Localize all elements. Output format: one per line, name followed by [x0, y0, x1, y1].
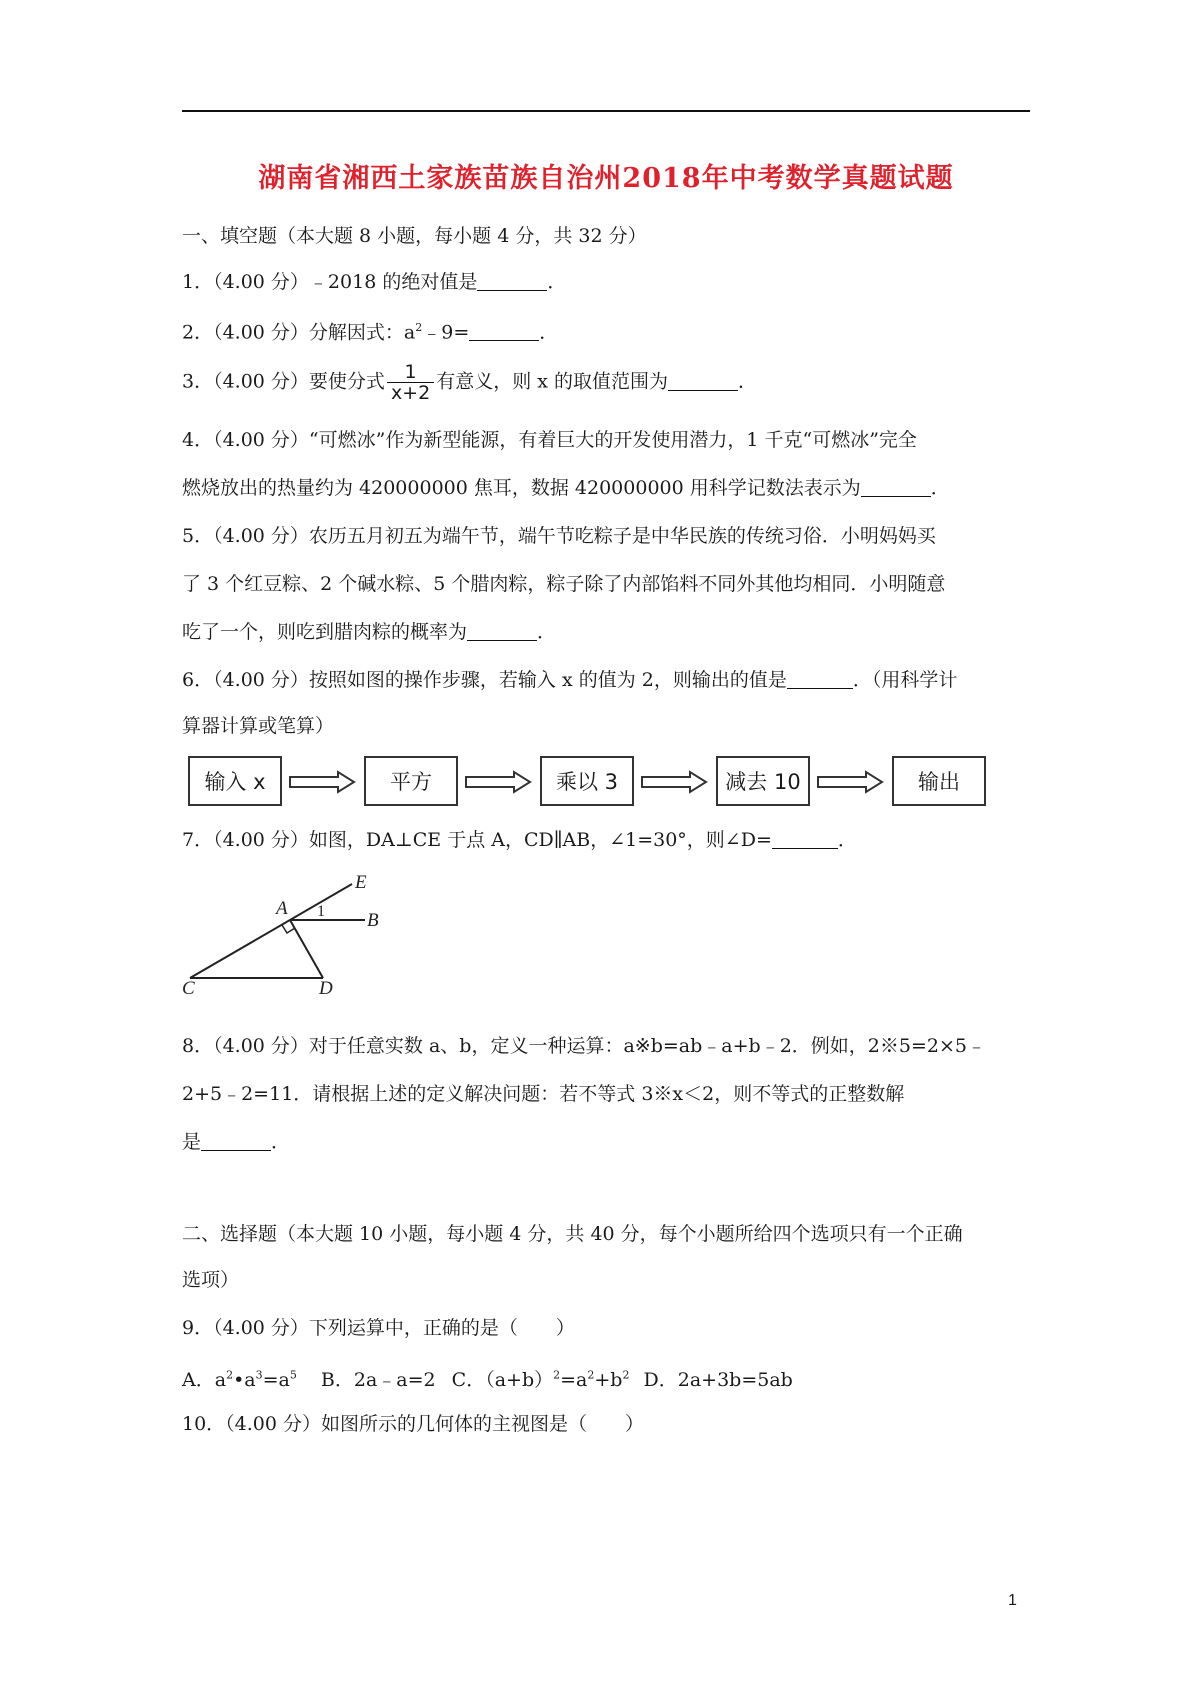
option-a-part: •a	[233, 1369, 256, 1392]
option-c-sup: 2	[587, 1369, 595, 1382]
top-rule	[182, 110, 1030, 112]
option-a-part: A．a	[182, 1369, 227, 1392]
question-4-line2	[182, 474, 950, 502]
answer-blank	[477, 270, 547, 291]
option-c-sup: 2	[553, 1369, 561, 1382]
flow-box-multiply: 乘以 3	[540, 756, 634, 806]
right-arrow-icon	[464, 770, 534, 794]
option-c-sup: 2	[622, 1369, 630, 1382]
q2-text: 2．（4.00 分）分解因式：a	[182, 321, 416, 344]
question-1	[182, 268, 566, 296]
question-5-line3	[182, 618, 556, 646]
q6-text-end: ．（用科学计	[852, 669, 958, 691]
option-a-part: =a	[262, 1369, 290, 1392]
answer-blank	[467, 620, 537, 641]
page-title: 湖南省湘西土家族苗族自治州2018年中考数学真题试题	[258, 163, 954, 194]
question-6-line1	[182, 666, 957, 694]
q4-end: ．	[930, 477, 950, 499]
question-5-line1: 5．（4.00 分）农历五月初五为端午节，端午节吃粽子是中华民族的传统习俗．小明妈妈买	[182, 525, 936, 547]
option-d: D．2a+3b=5ab	[643, 1369, 793, 1392]
q2-rest: ﹣9=	[422, 321, 470, 344]
section1-heading: 一、填空题（本大题 8 小题，每小题 4 分，共 32 分）	[182, 225, 647, 247]
label-angle-1: 1	[317, 903, 325, 920]
fraction	[387, 362, 434, 403]
label-a: A	[276, 898, 288, 919]
flow-box-output: 输出	[892, 756, 986, 806]
flow-box-subtract: 减去 10	[716, 756, 810, 806]
right-arrow-icon	[816, 770, 886, 794]
question-6-line2: 算器计算或笔算）	[182, 715, 335, 737]
q3-post: 有意义，则 x 的取值范围为	[436, 370, 668, 393]
answer-blank	[201, 1130, 271, 1151]
flow-box-square: 平方	[364, 756, 458, 806]
q7-end: ．	[837, 829, 857, 851]
option-a	[182, 1369, 297, 1391]
option-b: B．2a﹣a=2	[320, 1369, 436, 1392]
q5-text: 吃了一个，则吃到腊肉粽的概率为	[182, 621, 468, 643]
question-10: 10．（4.00 分）如图所示的几何体的主视图是（ ）	[182, 1413, 645, 1435]
question-4-line1: 4．（4.00 分）“可燃冰”作为新型能源，有着巨大的开发使用潜力，1 千克“可燃冰”完全	[182, 429, 917, 451]
question-7	[182, 826, 857, 854]
q3-text: 3．（4.00 分）要使分式	[182, 370, 385, 393]
q8-text: 是	[182, 1131, 202, 1153]
label-d: D	[319, 978, 333, 999]
right-arrow-icon	[288, 770, 358, 794]
option-a-sup: 2	[226, 1369, 234, 1382]
answer-blank	[772, 828, 838, 849]
fraction-numerator: 1	[387, 362, 434, 383]
q3-end: ．	[738, 370, 758, 393]
geometry-figure	[180, 870, 400, 1000]
q1-text: 1．（4.00 分）﹣2018 的绝对值是	[182, 271, 478, 293]
flow-box-input: 输入 x	[188, 756, 282, 806]
answer-blank	[861, 476, 931, 497]
fraction-denominator: x+2	[390, 382, 431, 404]
option-c-part: +b	[594, 1369, 623, 1392]
question-2	[182, 314, 558, 346]
label-b: B	[367, 910, 379, 931]
line-ce	[190, 884, 352, 978]
page-number: 1	[1008, 1592, 1017, 1609]
question-8-line1: 8．（4.00 分）对于任意实数 a、b，定义一种运算：a※b=ab﹣a+b﹣2．例如，2※5=2×5﹣	[182, 1035, 986, 1057]
section2-heading-line1: 二、选择题（本大题 10 小题，每小题 4 分，共 40 分，每个小题所给四个选项只有一个正确	[182, 1223, 963, 1245]
option-a-sup: 3	[255, 1369, 263, 1382]
option-c-part: C．（a+b）	[451, 1369, 554, 1392]
question-8-line3	[182, 1128, 290, 1156]
right-arrow-icon	[640, 770, 710, 794]
q7-text: 7．（4.00 分）如图，DA⊥CE 于点 A，CD∥AB，∠1=30°，则∠D=	[182, 829, 772, 851]
option-c	[452, 1369, 630, 1391]
label-e: E	[355, 872, 367, 893]
question-9-options	[182, 1362, 793, 1394]
question-8-line2: 2+5﹣2=11．请根据上述的定义解决问题：若不等式 3※x＜2，则不等式的正整数解	[182, 1083, 905, 1105]
answer-blank	[787, 668, 853, 689]
q4-text: 燃烧放出的热量约为 420000000 焦耳，数据 420000000 用科学记数法表示为	[182, 477, 861, 499]
label-c: C	[182, 978, 195, 999]
q2-exponent: 2	[415, 321, 423, 334]
q1-end: ．	[547, 271, 567, 293]
option-a-sup: 5	[289, 1369, 297, 1382]
q8-end: ．	[271, 1131, 291, 1153]
question-9: 9．（4.00 分）下列运算中，正确的是（ ）	[182, 1317, 575, 1339]
flowchart	[188, 756, 988, 808]
q5-end: ．	[537, 621, 557, 643]
answer-blank	[668, 370, 738, 391]
q6-text: 6．（4.00 分）按照如图的操作步骤，若输入 x 的值为 2，则输出的值是	[182, 669, 787, 691]
question-3	[182, 362, 757, 403]
question-5-line2: 了 3 个红豆粽、2 个碱水粽、5 个腊肉粽，粽子除了内部馅料不同外其他均相同．小明随意	[182, 573, 946, 595]
section2-heading-line2: 选项）	[182, 1269, 240, 1291]
option-c-part: =a	[560, 1369, 588, 1392]
answer-blank	[469, 320, 539, 341]
q2-end: ．	[539, 321, 559, 344]
